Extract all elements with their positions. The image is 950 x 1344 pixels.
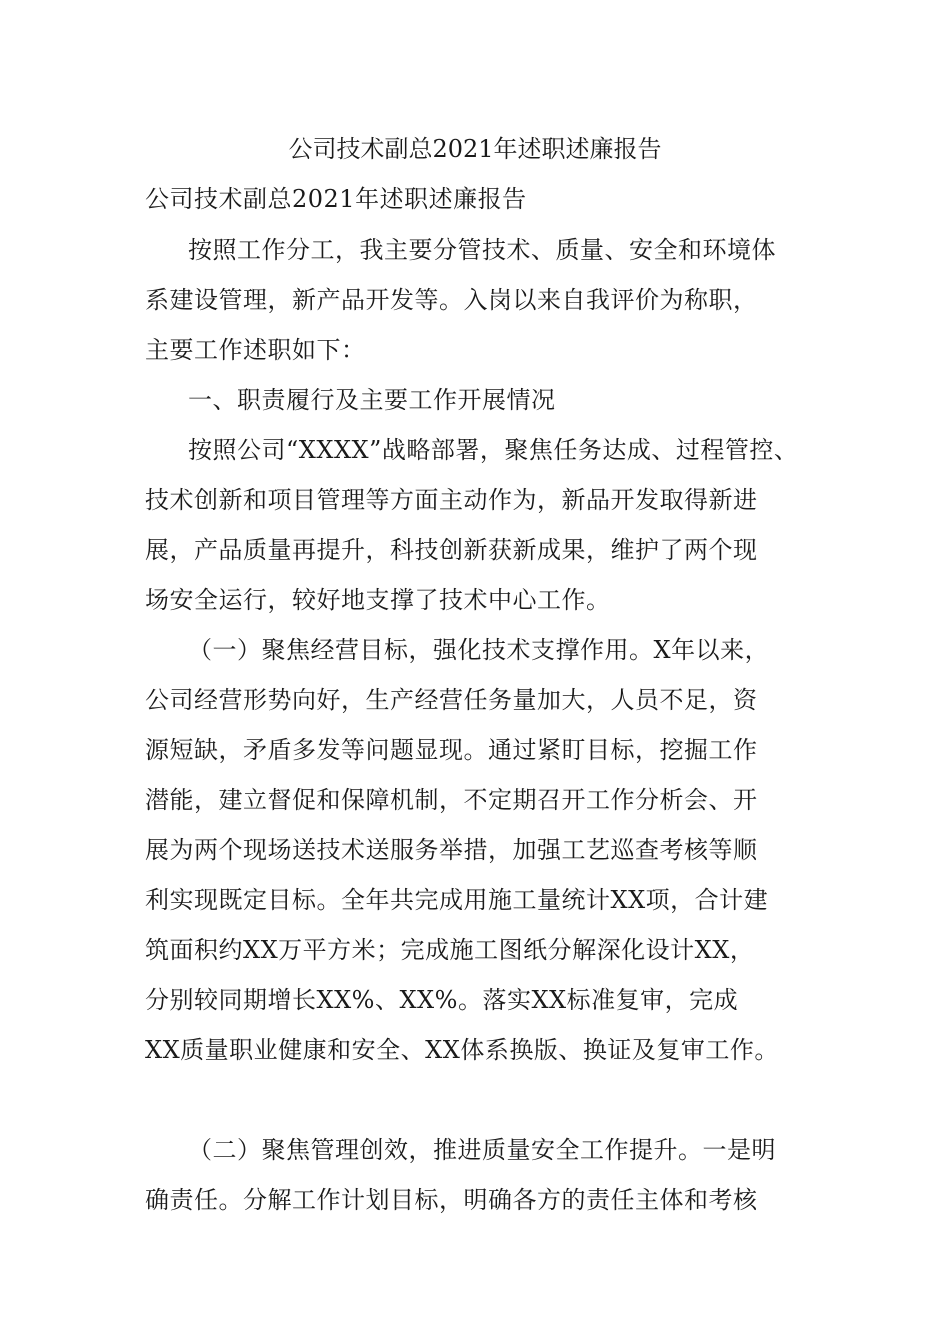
paragraph-line: XX质量职业健康和安全、XX体系换版、换证及复审工作。 — [145, 1036, 779, 1064]
paragraph-line: （一）聚焦经营目标，强化技术支撑作用。X年以来， — [188, 636, 770, 664]
paragraph-line: 技术创新和项目管理等方面主动作为，新品开发取得新进 — [145, 486, 758, 514]
paragraph-line: 主要工作述职如下： — [145, 336, 366, 364]
paragraph-line: 场安全运行，较好地支撑了技术中心工作。 — [145, 586, 611, 614]
paragraph-line: 按照工作分工，我主要分管技术、质量、安全和环境体 — [188, 236, 776, 264]
section-heading: 一、职责履行及主要工作开展情况 — [188, 386, 556, 414]
paragraph-line: 源短缺，矛盾多发等问题显现。通过紧盯目标，挖掘工作 — [145, 736, 758, 764]
paragraph-line: 分别较同期增长XX%、XX%。落实XX标准复审，完成 — [145, 986, 739, 1014]
paragraph-line: 按照公司“XXXX”战略部署，聚焦任务达成、过程管控、 — [188, 436, 799, 464]
paragraph-line: 展为两个现场送技术送服务举措，加强工艺巡查考核等顺 — [145, 836, 758, 864]
paragraph-line: 利实现既定目标。全年共完成用施工量统计XX项，合计建 — [145, 886, 769, 914]
paragraph-line: 系建设管理，新产品开发等。入岗以来自我评价为称职， — [145, 286, 758, 314]
paragraph-line: 确责任。分解工作计划目标，明确各方的责任主体和考核 — [145, 1186, 758, 1214]
document-title: 公司技术副总2021年述职述廉报告 — [288, 135, 662, 163]
paragraph-line: 潜能，建立督促和保障机制，不定期召开工作分析会、开 — [145, 786, 758, 814]
document-subtitle: 公司技术副总2021年述职述廉报告 — [145, 185, 527, 213]
paragraph-line: 公司经营形势向好，生产经营任务量加大，人员不足，资 — [145, 686, 758, 714]
paragraph-line: （二）聚焦管理创效，推进质量安全工作提升。一是明 — [188, 1136, 776, 1164]
paragraph-line: 筑面积约XX万平方米；完成施工图纸分解深化设计XX， — [145, 936, 755, 964]
paragraph-line: 展，产品质量再提升，科技创新获新成果，维护了两个现 — [145, 536, 758, 564]
